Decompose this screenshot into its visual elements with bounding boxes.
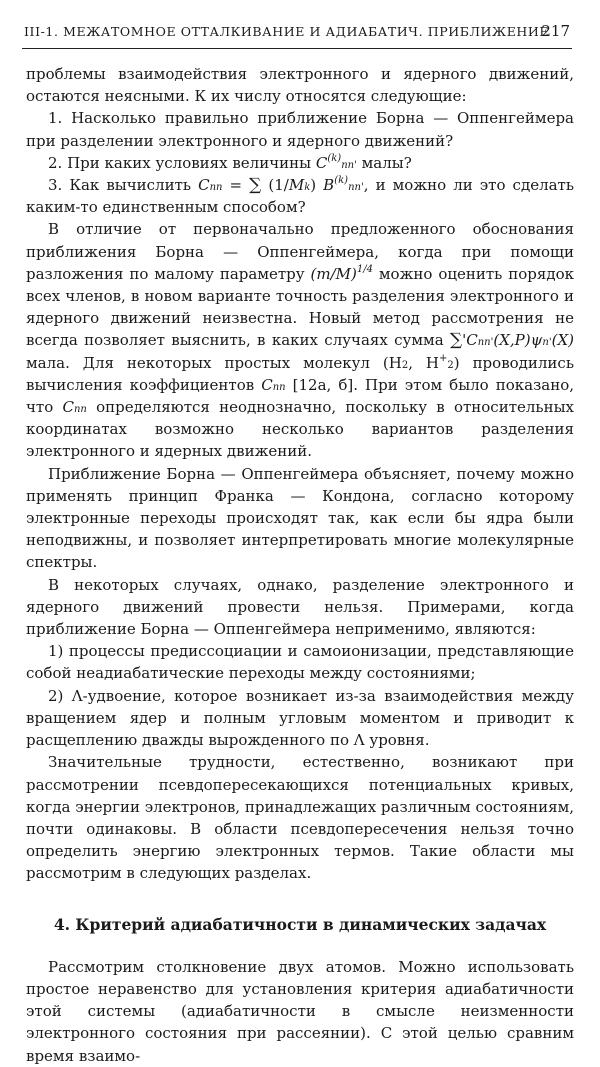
section-heading: 4. Критерий адиабатичности в динамических задачах [53,914,547,934]
paragraph-born-oppenheimer: В отличие от первоначально предложенного обоснования приближения Борна — Оппенгеймера, когда при помощи разложения по малому параметру $(m/M)^{1/4}$ можно оценить порядок всех членов, в новом варианте точность разделения электронного и ядерного движений неизвестна. Новый метод рассмотрения не всегда позволяет выяснить, в каких случаях сумма $\sum'C_{nn'}(X,P)\psi_{n'}(X)$ мала. Для некоторых простых молекул ($H_2$, $H^+_2$) проводились вычисления коэффициентов $C_{nn}$ [12а, б]. При этом было показано, что $C_{nn}$ определяются неоднозначно, поскольку в относительных координатах возможно несколько вариантов разделения электронного и ядерных движений. [26,220,574,461]
question-3: 3. Как вычислить $C_{nn}$ = ∑ $(1/M_k)$ $B^{(k)}_{nn'}$, и можно ли это сделать каким-то единственным способом? [26,175,575,217]
question-1: 1. Насколько правильно приближение Борна — Оппенгеймера при разделении электронного и ядерного движений? [26,109,574,150]
paragraph-collision: Рассмотрим столкновение двух атомов. Можно использовать простое неравенство для установления критерия адиабатичности этой системы (адиабатичности в смысле неизменности электронного состояния при рассеянии). С этой целью сравним время взаимо- [26,957,574,1065]
intro-paragraph: проблемы взаимодействия электронного и ядерного движений, остаются неясными. К их числу относятся следующие: [26,65,574,106]
formula-sum-c-psi: $\sum'C_{nn'}(X,P)\psi_{n'}(X)$ [449,330,574,351]
formula-molecules: ($H_2$, $H^+_2$) [382,352,460,372]
paragraph-franck-condon: Приближение Борна — Оппенгеймера объясняет, почему можно применять принцип Франка — Кондона, согласно которому электронные переходы происходят так, как если бы ядра были неподвижны, и позволяет интерпретировать многие молекулярные спектры. [26,464,574,572]
paragraph-pseudocrossing: Значительные трудности, естественно, возникают при рассмотрении псевдопересекающихся потенциальных кривых, когда энергии электронов, принадлежащих различным состояниям, почти одинаковы. В области псевдопересечения нельзя точно определить энергию электронных термов. Такие области мы рассмотрим в следующих разделах. [26,753,574,883]
list-item-1: 1) процессы предиссоциации и самоионизации, представляющие собой неадиабатические переходы между состояниями; [26,642,574,683]
body-text [26,63,574,1067]
running-header-title: III-1. МЕЖАТОМНОЕ ОТТАЛКИВАНИЕ И АДИАБАТИЧ. ПРИБЛИЖЕНИЕ [24,24,550,39]
question-2: 2. При каких условиях величины $C^{(k)}_{nn'}$ малы? [48,152,412,172]
page-number: 217 [541,22,570,40]
running-header [24,24,570,44]
formula-cnn-sum: $C_{nn}$ = ∑ $(1/M_k)$ $B^{(k)}_{nn'}$, [198,175,369,196]
header-rule [22,48,572,49]
paragraph-exceptions: В некоторых случаях, однако, разделение электронного и ядерного движений провести нельзя. Примерами, когда приближение Борна — Оппенгеймера неприменимо, являются: [26,575,574,639]
formula-c-nn-k: $C^{(k)}_{nn'}$ [315,152,357,172]
list-item-2: 2) Λ-удвоение, которое возникает из-за взаимодействия между вращением ядер и полным угловым моментом и приводит к расщеплению дважды вырожденного по Λ уровня. [26,686,574,750]
formula-small-parameter: $(m/M)^{1/4}$ [310,263,373,283]
